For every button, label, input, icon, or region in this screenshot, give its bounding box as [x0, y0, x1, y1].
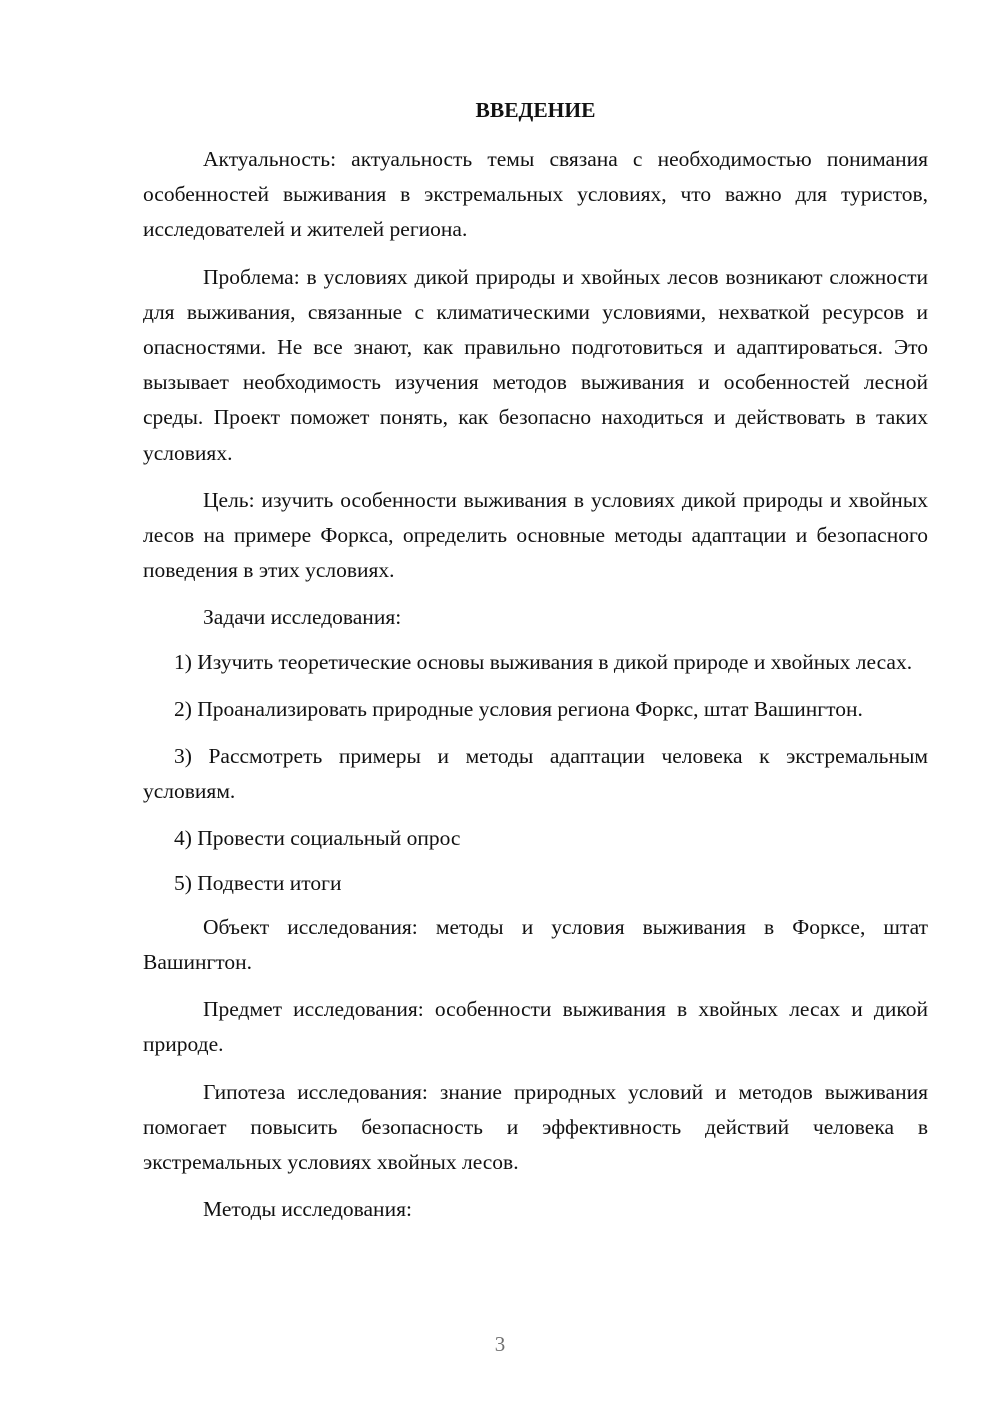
page-number: 3 [494, 1332, 506, 1356]
paragraph-goal: Цель: изучить особенности выживания в условиях дикой природы и хвойных лесов на примере Форкса, определить основные методы адаптации и безопасного поведения в этих условиях. [143, 487, 928, 583]
tasks-title: Задачи исследования: [203, 605, 402, 630]
paragraph-subject: Предмет исследования: особенности выживания в хвойных лесах и дикой природе. [143, 997, 928, 1057]
tasks-list [143, 645, 928, 901]
paragraph-hypothesis: Гипотеза исследования: знание природных условий и методов выживания помогает повысить безопасность и эффективность действий человека в экстремальных условиях хвойных лесов. [143, 1079, 928, 1175]
paragraph-relevance: Актуальность: актуальность темы связана с необходимостью понимания особенностей выживания в экстремальных условиях, что важно для туристов, исследователей и жителей региона. [143, 147, 928, 242]
task-item-2: 2) Проанализировать природные условия региона Форкс, штат Вашингтон. [174, 696, 863, 721]
task-item-1: 1) Изучить теоретические основы выживания в дикой природе и хвойных лесах. [174, 649, 913, 674]
paragraph-object: Объект исследования: методы и условия выживания в Форксе, штат Вашингтон. [143, 914, 928, 975]
section-heading: ВВЕДЕНИЕ [475, 98, 596, 122]
task-item-3: 3) Рассмотреть примеры и методы адаптации человека к экстремальным условиям. [143, 744, 928, 804]
paragraph-problem: Проблема: в условиях дикой природы и хвойных лесов возникают сложности для выживания, связанные с климатическими условиями, нехваткой ресурсов и опасностями. Не все знают, как правильно подготовиться и адаптироваться. Это вызывает необходимость изучения методов выживания и особенностей лесной среды. Проект поможет понять, как безопасно находиться и действовать в таких условиях. [143, 264, 928, 465]
methods-title: Методы исследования: [203, 1197, 412, 1222]
page-content [143, 92, 928, 1236]
task-item-5: 5) Подвести итоги [174, 870, 342, 895]
task-item-4: 4) Провести социальный опрос [174, 826, 461, 851]
